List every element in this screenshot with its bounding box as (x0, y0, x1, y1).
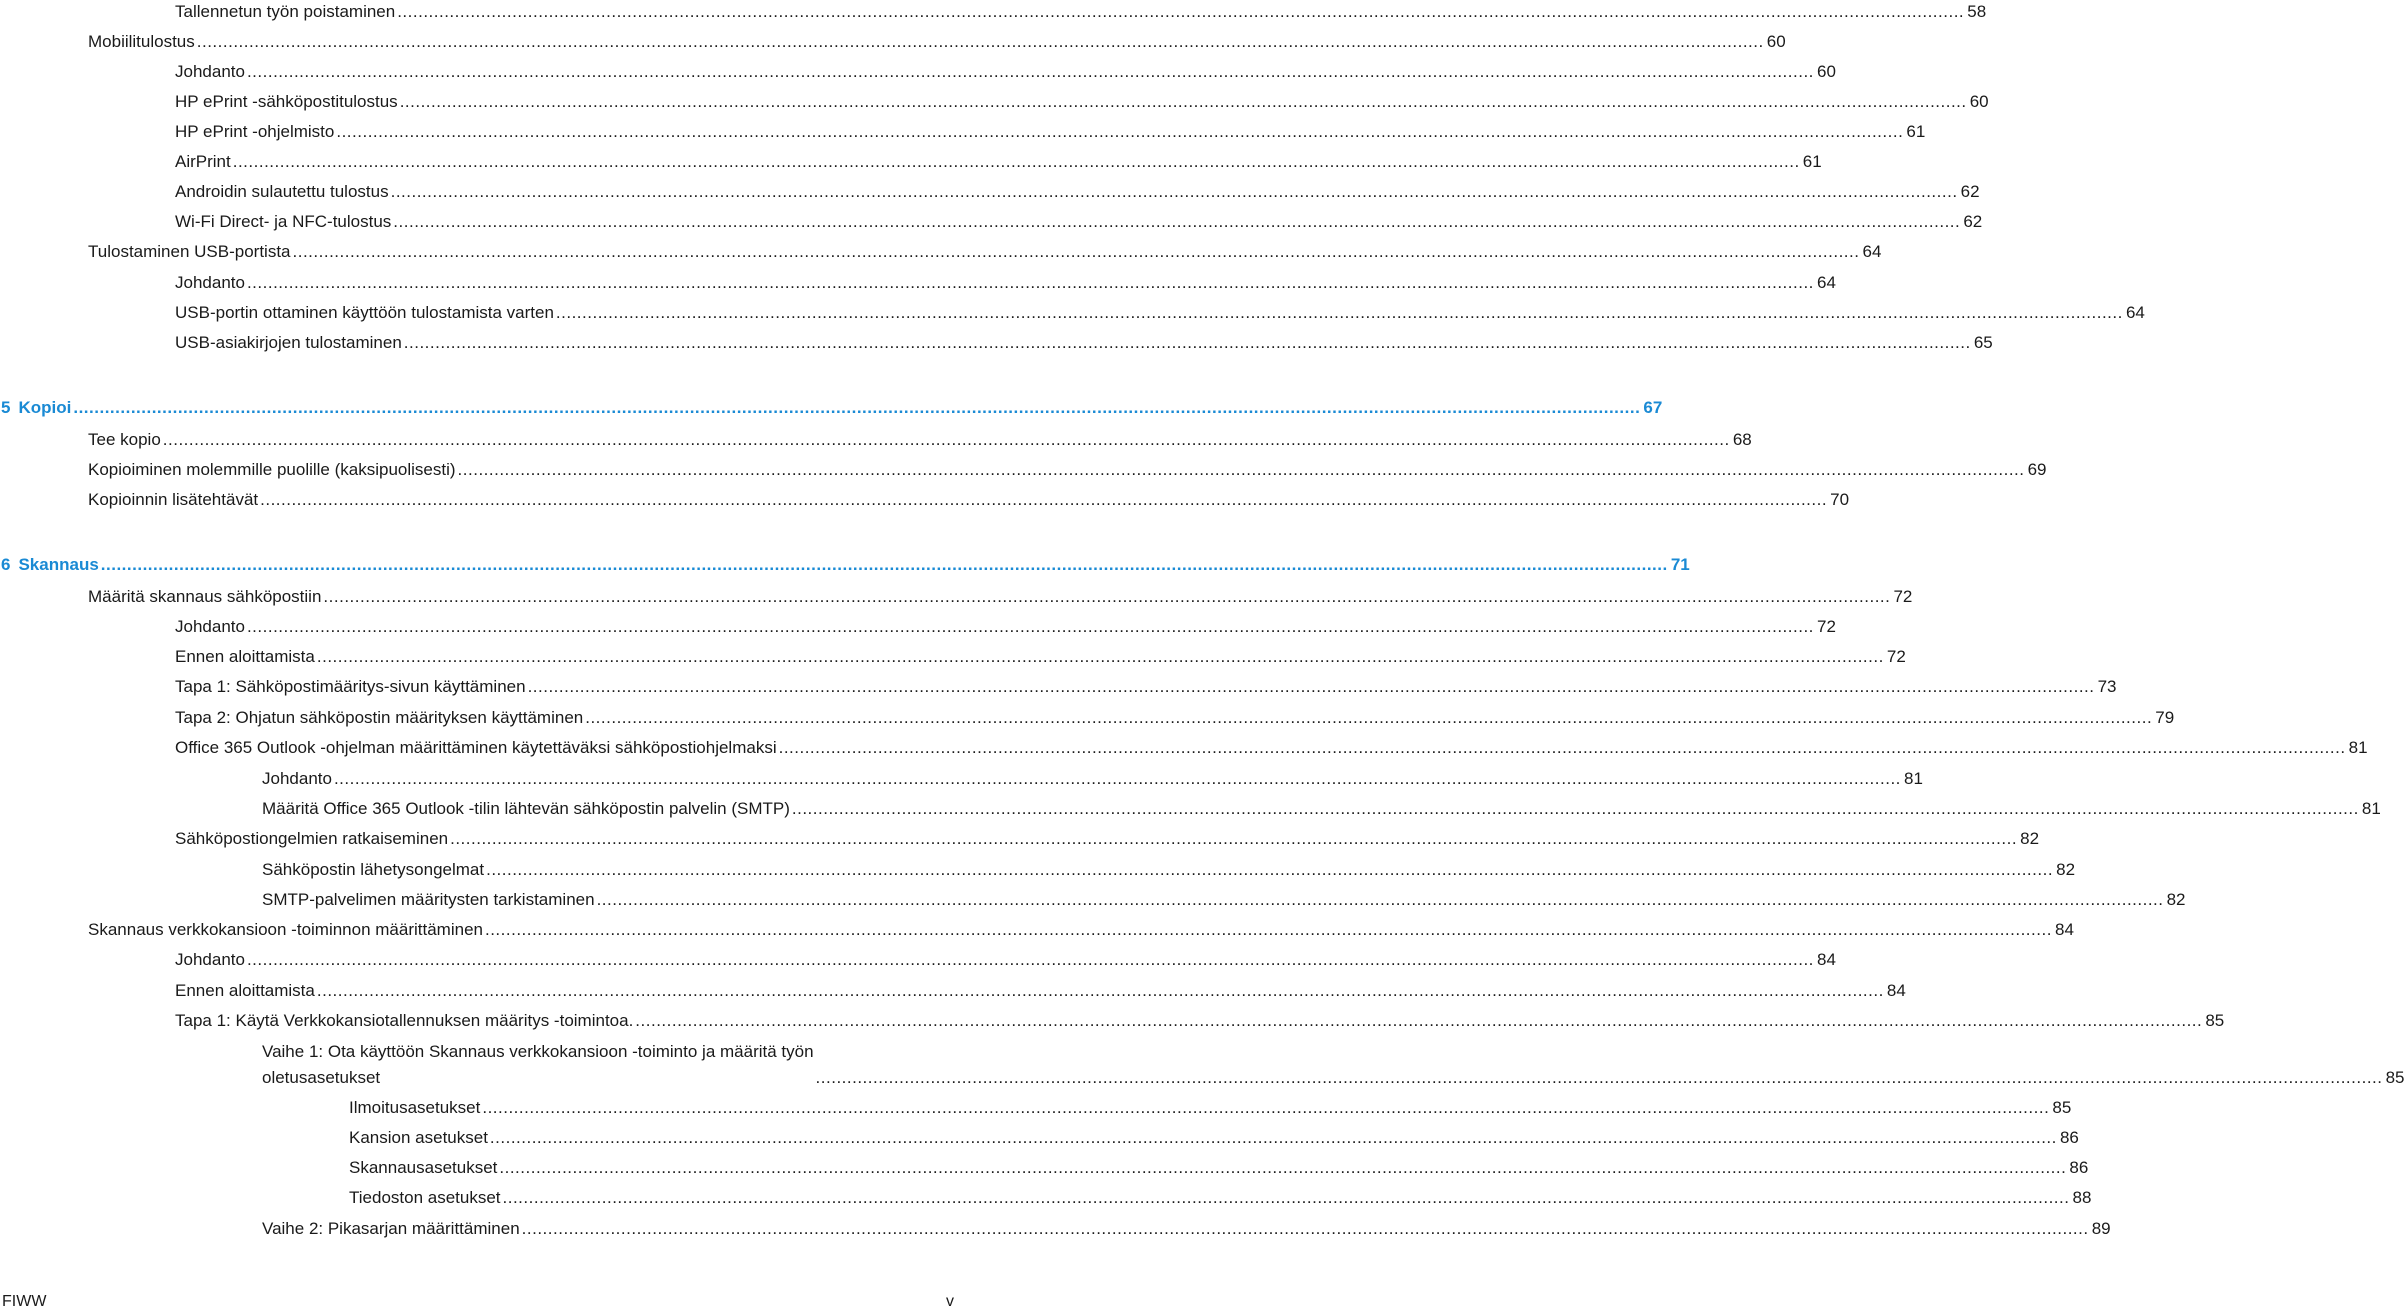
toc-page-number: 72 (1886, 647, 1906, 666)
toc-entry[interactable] (175, 706, 2175, 730)
toc-entry[interactable] (349, 1156, 2089, 1180)
toc-entry-title: Tapa 1: Sähköpostimääritys-sivun käyttäminen (175, 677, 526, 696)
toc-entry-title: Johdanto (262, 769, 332, 788)
toc-entry[interactable] (88, 30, 1786, 54)
dot-leader: ............................................................................................................................................................................................................................................................................................................ (336, 122, 1904, 141)
toc-page-number: 85 (2385, 1068, 2405, 1087)
toc-entry[interactable] (262, 767, 1923, 791)
toc-entry[interactable] (175, 60, 1836, 84)
dot-leader: ............................................................................................................................................................................................................................................................................................................ (791, 799, 2359, 818)
toc-chapter-entry[interactable] (1, 396, 1663, 420)
dot-leader: ............................................................................................................................................................................................................................................................................................................ (815, 1068, 2383, 1087)
toc-entry[interactable] (262, 858, 2076, 882)
footer-locale-code: FIWW (2, 1293, 47, 1310)
toc-entry-title: Tapa 1: Käytä Verkkokansiotallennuksen määritys -toimintoa. (175, 1011, 634, 1030)
dot-leader: ............................................................................................................................................................................................................................................................................................................ (246, 273, 1814, 292)
dot-leader: ............................................................................................................................................................................................................................................................................................................ (486, 860, 2054, 879)
toc-entry[interactable] (175, 827, 2040, 851)
toc-page-number: 58 (1967, 2, 1987, 21)
toc-entry-title-line2: oletusasetukset (262, 1068, 381, 1087)
dot-leader: ............................................................................................................................................................................................................................................................................................................ (316, 647, 1884, 666)
dot-leader: ............................................................................................................................................................................................................................................................................................................ (292, 242, 1860, 261)
toc-page-number: 81 (2348, 738, 2368, 757)
dot-leader: ............................................................................................................................................................................................................................................................................................................ (162, 430, 1730, 449)
toc-entry-title: Ennen aloittamista (175, 647, 315, 666)
toc-entry[interactable] (175, 180, 1980, 204)
toc-entry-title: Ennen aloittamista (175, 981, 315, 1000)
dot-leader: ............................................................................................................................................................................................................................................................................................................ (246, 950, 1814, 969)
dot-leader: ............................................................................................................................................................................................................................................................................................................ (484, 920, 2052, 939)
toc-entry[interactable] (175, 736, 2368, 760)
toc-page-number: 79 (2155, 708, 2175, 727)
toc-entry-title: Tee kopio (88, 430, 161, 449)
toc-page-number: 64 (1862, 242, 1882, 261)
toc-page-number: 67 (1643, 398, 1663, 417)
toc-page-number: 60 (1766, 32, 1786, 51)
toc-entry-title: USB-asiakirjojen tulostaminen (175, 333, 402, 352)
dot-leader: ............................................................................................................................................................................................................................................................................................................ (100, 555, 1668, 574)
toc-entry-title: USB-portin ottaminen käyttöön tulostamista varten (175, 303, 554, 322)
toc-entry-title: AirPrint (175, 152, 231, 171)
toc-entry[interactable] (175, 271, 1836, 295)
toc-page-number: 82 (2020, 829, 2040, 848)
toc-entry[interactable] (88, 240, 1882, 264)
toc-entry[interactable] (175, 120, 1926, 144)
toc-entry-title: Johdanto (175, 617, 245, 636)
toc-entry[interactable] (88, 585, 1913, 609)
dot-leader: ............................................................................................................................................................................................................................................................................................................ (596, 890, 2164, 909)
toc-page-number: 64 (1816, 273, 1836, 292)
toc-page-number: 73 (2097, 677, 2117, 696)
toc-page-number: 84 (2055, 920, 2074, 939)
toc-entry[interactable] (175, 331, 1993, 355)
toc-entry[interactable] (88, 458, 2047, 482)
toc-page-number: 72 (1893, 587, 1913, 606)
toc-page-number: 82 (2056, 860, 2076, 879)
dot-leader: ............................................................................................................................................................................................................................................................................................................ (555, 303, 2123, 322)
toc-page-number: 82 (2166, 890, 2186, 909)
toc-entry-title: Office 365 Outlook -ohjelman määrittäminen käytettäväksi sähköpostiohjelmaksi (175, 738, 777, 757)
toc-entry-title: Androidin sulautettu tulostus (175, 182, 389, 201)
dot-leader: ............................................................................................................................................................................................................................................................................................................ (323, 587, 1891, 606)
toc-entry-title: Skannaus verkkokansioon -toiminnon määrittäminen (88, 920, 483, 939)
toc-entry-title: Vaihe 2: Pikasarjan määrittäminen (262, 1219, 520, 1238)
toc-page-number: 86 (2069, 1158, 2089, 1177)
toc-page-number: 89 (2091, 1219, 2111, 1238)
dot-leader: ............................................................................................................................................................................................................................................................................................................ (457, 460, 2025, 479)
toc-page-number: 81 (2361, 799, 2381, 818)
toc-entry[interactable] (88, 428, 1752, 452)
toc-entry-title-line1: Vaihe 1: Ota käyttöön Skannaus verkkokansioon -toiminto ja määritä työn (262, 1042, 814, 1061)
toc-entry[interactable] (175, 645, 1906, 669)
toc-entry[interactable] (175, 90, 1989, 114)
dot-leader: ............................................................................................................................................................................................................................................................................................................ (399, 92, 1967, 111)
toc-entry-title: Sähköpostin lähetysongelmat (262, 860, 485, 879)
toc-page-number: 62 (1960, 182, 1980, 201)
dot-leader: ............................................................................................................................................................................................................................................................................................................ (73, 398, 1641, 417)
toc-entry[interactable] (175, 0, 1987, 24)
dot-leader: ............................................................................................................................................................................................................................................................................................................ (489, 1128, 2057, 1147)
toc-page-number: 84 (1816, 950, 1836, 969)
toc-entry-title: Sähköpostiongelmien ratkaiseminen (175, 829, 449, 848)
toc-page-number: 68 (1732, 430, 1752, 449)
toc-page-number: 60 (1969, 92, 1989, 111)
toc-page-number: 61 (1906, 122, 1926, 141)
toc-entry[interactable] (175, 615, 1836, 639)
toc-entry[interactable] (262, 1217, 2111, 1241)
dot-leader: ............................................................................................................................................................................................................................................................................................................ (521, 1219, 2089, 1238)
toc-entry-title: Skannausasetukset (349, 1158, 498, 1177)
toc-entry-title: Ilmoitusasetukset (349, 1098, 481, 1117)
dot-leader: ............................................................................................................................................................................................................................................................................................................ (635, 1011, 2203, 1030)
toc-entry-title: Määritä skannaus sähköpostiin (88, 587, 322, 606)
dot-leader: ............................................................................................................................................................................................................................................................................................................ (232, 152, 1800, 171)
toc-page-number: 69 (2027, 460, 2047, 479)
chapter-title: Kopioi (18, 398, 72, 417)
toc-entry[interactable] (175, 948, 1836, 972)
toc-entry[interactable] (349, 1096, 2072, 1120)
dot-leader: ............................................................................................................................................................................................................................................................................................................ (502, 1188, 2070, 1207)
toc-page-number: 81 (1903, 769, 1923, 788)
toc-entry-title: HP ePrint -sähköpostitulostus (175, 92, 398, 111)
toc-entry-title: Tiedoston asetukset (349, 1188, 501, 1207)
toc-page-number: 71 (1670, 555, 1690, 574)
toc-page-number: 62 (1963, 212, 1983, 231)
toc-entry[interactable] (349, 1186, 2092, 1210)
toc-entry-title (1, 396, 71, 420)
toc-entry[interactable] (175, 210, 1983, 234)
toc-page-number: 86 (2059, 1128, 2079, 1147)
dot-leader: ............................................................................................................................................................................................................................................................................................................ (450, 829, 2018, 848)
toc-entry[interactable] (88, 918, 2074, 942)
toc-entry-title: Mobiilitulostus (88, 32, 195, 51)
toc-entry-title: Tallennetun työn poistaminen (175, 2, 396, 21)
toc-page-number: 85 (2052, 1098, 2072, 1117)
toc-entry[interactable] (175, 150, 1822, 174)
toc-page-number: 88 (2072, 1188, 2092, 1207)
dot-leader: ............................................................................................................................................................................................................................................................................................................ (393, 212, 1961, 231)
dot-leader: ............................................................................................................................................................................................................................................................................................................ (333, 769, 1901, 788)
dot-leader: ............................................................................................................................................................................................................................................................................................................ (499, 1158, 2067, 1177)
toc-page-number: 85 (2205, 1011, 2225, 1030)
dot-leader: ............................................................................................................................................................................................................................................................................................................ (196, 32, 1764, 51)
toc-entry[interactable] (262, 797, 2381, 821)
dot-leader: ............................................................................................................................................................................................................................................................................................................ (585, 708, 2153, 727)
toc-entry[interactable] (175, 979, 1906, 1003)
chapter-title: Skannaus (18, 555, 99, 574)
toc-entry[interactable] (88, 488, 1850, 512)
toc-page-number: 72 (1816, 617, 1836, 636)
toc-page-number: 60 (1816, 62, 1836, 81)
toc-entry-title: Kopioiminen molemmille puolille (kaksipuolisesti) (88, 460, 456, 479)
toc-page-number: 70 (1830, 490, 1850, 509)
toc-page-number: 65 (1973, 333, 1993, 352)
toc-page-number: 64 (2125, 303, 2145, 322)
toc-entry[interactable] (175, 301, 2145, 325)
toc-entry-title: Johdanto (175, 950, 245, 969)
toc-entry-title (1, 553, 99, 577)
chapter-number: 5 (1, 398, 11, 417)
toc-entry[interactable] (175, 675, 2117, 699)
toc-entry[interactable] (175, 1009, 2225, 1033)
dot-leader: ............................................................................................................................................................................................................................................................................................................ (390, 182, 1958, 201)
toc-page-number: 84 (1886, 981, 1906, 1000)
toc-chapter-entry[interactable] (1, 553, 1690, 577)
toc-entry-title: Wi-Fi Direct- ja NFC-tulostus (175, 212, 392, 231)
chapter-number: 6 (1, 555, 11, 574)
dot-leader: ............................................................................................................................................................................................................................................................................................................ (778, 738, 2346, 757)
toc-entry-title: Tulostaminen USB-portista (88, 242, 291, 261)
dot-leader: ............................................................................................................................................................................................................................................................................................................ (316, 981, 1884, 1000)
toc-entry-title (262, 1039, 814, 1091)
dot-leader: ............................................................................................................................................................................................................................................................................................................ (527, 677, 2095, 696)
toc-entry-title: Johdanto (175, 273, 245, 292)
footer-page-number: v (946, 1293, 954, 1310)
toc-page-number: 61 (1802, 152, 1822, 171)
toc-entry-title: Kopioinnin lisätehtävät (88, 490, 259, 509)
dot-leader: ............................................................................................................................................................................................................................................................................................................ (246, 617, 1814, 636)
toc-entry-title: Johdanto (175, 62, 245, 81)
dot-leader: ............................................................................................................................................................................................................................................................................................................ (397, 2, 1965, 21)
toc-entry[interactable] (262, 1039, 2405, 1091)
dot-leader: ............................................................................................................................................................................................................................................................................................................ (403, 333, 1971, 352)
dot-leader: ............................................................................................................................................................................................................................................................................................................ (246, 62, 1814, 81)
toc-entry-title: HP ePrint -ohjelmisto (175, 122, 335, 141)
toc-entry-title: Määritä Office 365 Outlook -tilin lähtevän sähköpostin palvelin (SMTP) (262, 799, 790, 818)
toc-entry-title: Tapa 2: Ohjatun sähköpostin määrityksen käyttäminen (175, 708, 584, 727)
dot-leader: ............................................................................................................................................................................................................................................................................................................ (482, 1098, 2050, 1117)
toc-entry[interactable] (349, 1126, 2079, 1150)
toc-entry-title: Kansion asetukset (349, 1128, 488, 1147)
dot-leader: ............................................................................................................................................................................................................................................................................................................ (260, 490, 1828, 509)
toc-entry[interactable] (262, 888, 2186, 912)
toc-entry-title: SMTP-palvelimen määritysten tarkistaminen (262, 890, 595, 909)
